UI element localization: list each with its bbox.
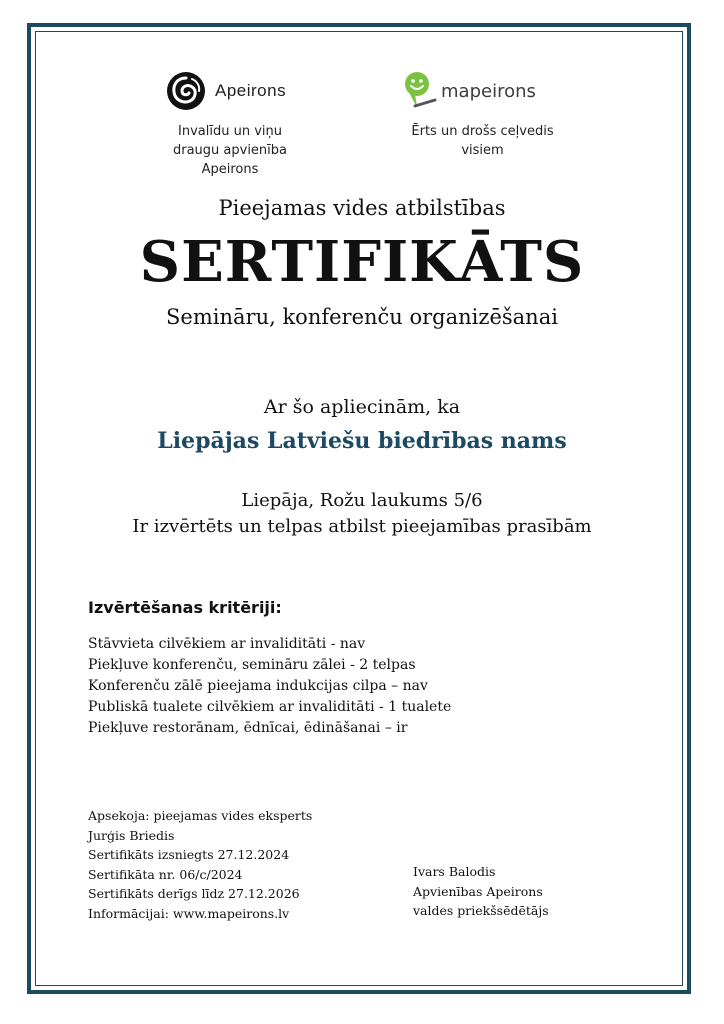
criteria-heading: Izvērtēšanas kritēriji: (88, 598, 282, 617)
criteria-list (88, 634, 451, 739)
certifies-text: Ar šo apliecinām, ka (263, 396, 461, 418)
apeirons-caption-line: Apeirons (201, 162, 259, 177)
certificate-purpose: Semināru, konferenču organizēšanai (166, 305, 558, 329)
certificate-title: SERTIFIKĀTS (139, 229, 585, 295)
mapeirons-logo-text: mapeirons (441, 80, 536, 102)
evaluation-statement: Ir izvērtēts un telpas atbilst pieejamības prasībām (132, 516, 592, 537)
apeirons-caption-line: Invalīdu un viņu (178, 124, 282, 139)
mapeirons-caption-line: Ērts un drošs ceļvedis (411, 124, 554, 139)
criteria-item: Publiskā tualete cilvēkiem ar invaliditāti - 1 tualete (88, 699, 452, 715)
mapeirons-caption-line: visiem (461, 143, 504, 158)
mapeirons-logo (403, 70, 536, 112)
signatory-line: Apvienības Apeirons (413, 883, 543, 899)
criteria-item: Piekļuve restorānam, ēdnīcai, ēdināšanai – ir (88, 720, 408, 736)
mapeirons-caption (390, 122, 575, 160)
criteria-item: Konferenču zālē pieejama indukcijas cilpa – nav (88, 678, 428, 694)
mapeirons-pin-icon (403, 70, 437, 112)
apeirons-swirl-icon (165, 70, 207, 112)
signatory-line: Ivars Balodis (413, 864, 496, 879)
apeirons-logo (165, 70, 286, 112)
certificate-subtitle: Pieejamas vides atbilstības (218, 196, 506, 220)
certificate-info (88, 806, 312, 924)
info-line: Apsekoja: pieejamas vides eksperts (88, 808, 313, 823)
info-line: Sertifikāts izsniegts 27.12.2024 (88, 847, 290, 863)
signatory-block (413, 862, 549, 921)
apeirons-logo-text: Apeirons (215, 81, 287, 100)
criteria-item: Piekļuve konferenču, semināru zālei - 2 telpas (88, 657, 416, 673)
info-line: Sertifikāta nr. 06/c/2024 (88, 866, 243, 882)
info-line: Informācijai: www.mapeirons.lv (88, 905, 290, 921)
organization-name: Liepājas Latviešu biedrības nams (157, 428, 567, 454)
info-line: Jurģis Briedis (88, 827, 175, 843)
info-line: Sertifikāts derīgs līdz 27.12.2026 (88, 886, 300, 902)
criteria-item: Stāvvieta cilvēkiem ar invaliditāti - nav (88, 636, 366, 652)
organization-address: Liepāja, Rožu laukums 5/6 (241, 490, 483, 511)
apeirons-caption (160, 122, 300, 179)
apeirons-caption-line: draugu apvienība (172, 143, 288, 158)
signatory-line: valdes priekšsēdētājs (413, 903, 549, 919)
